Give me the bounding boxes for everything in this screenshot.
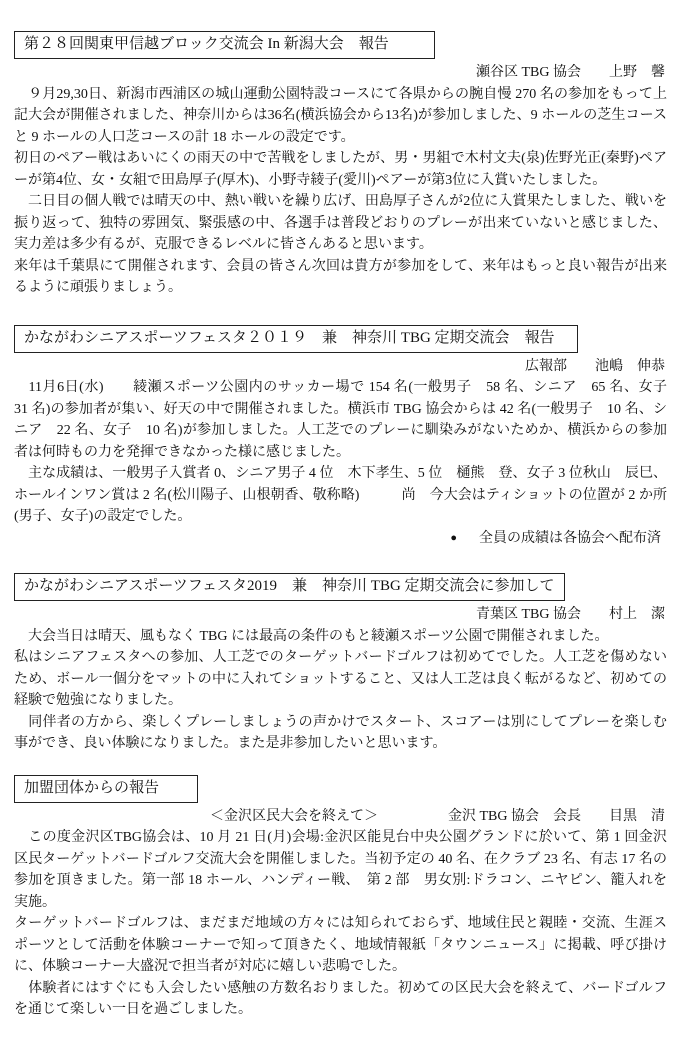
author-attribution: 青葉区 TBG 協会 村上 潔 [476, 607, 665, 622]
paragraph: 体験者にはすぐにも入会したい感触の方数名おりました。初めての区民大会を終えて、バードゴルフを通じて楽しい一日を過ごしました。 [14, 980, 667, 1017]
paragraph: 私はシニアフェスタへの参加、人工芝でのターゲットバードゴルフは初めてでした。人工芝を傷めないため、ボール一個分をマットの中に入れてショットすること、又は人工芝は良く転がるなど、初めての経験で勉強になりました。 [14, 650, 667, 708]
paragraph: ターゲットバードゴルフは、まだまだ地域の方々には知られておらず、地域住民と親睦・交流、生涯スポーツとして活動を体験コーナーで知って頂きたく、地域情報紙「タウンニュース」に掲載、呼び掛けに、体験コーナー大盛況で担当者が対応に嬉しい悲鳴でした。 [14, 916, 667, 974]
paragraph: 二日目の個人戦では晴天の中、熱い戦いを繰り広げ、田島厚子さんが2位に入賞果たしました、戦いを振り返って、独特の雰囲気、緊張感の中、各選手は普段どおりのプレーが出来ていないと感じました、実力差は多少有るが、克服できるレベルに皆さんあると思います。 [14, 194, 667, 252]
section-heading: かながわシニアスポーツフェスタ２０１９ 兼 神奈川 TBG 定期交流会 報告 [24, 329, 555, 346]
section-heading: 加盟団体からの報告 [24, 779, 160, 796]
bullet-note-text: 全員の成績は各協会へ配布済 [479, 530, 661, 546]
paragraph: 大会当日は晴天、風もなく TBG には最高の条件のもと綾瀬スポーツ公園で開催されました。 [14, 628, 609, 644]
section-niigata-report [14, 31, 667, 299]
paragraph: この度金沢区TBG協会は、10 月 21 日(月)会場:金沢区能見台中央公園グランドに於いて、第 1 回金沢区民ターゲットバードゴルフ交流大会を開催しました。当初予定の 40 名、在クラブ 23 名、有志 17 名の参加を頂きました。第一部 18 ホール、ハンディー戦、 第 2 部 男女別:ドラコン、ニヤピン、籠入れを実施。 [14, 830, 667, 910]
section-heading-box [14, 325, 578, 353]
section-heading-box [14, 31, 435, 59]
author-attribution: 広報部 池嶋 伸恭 [525, 358, 665, 374]
distribution-note [14, 528, 667, 550]
section-senior-festa-report [14, 325, 681, 550]
paragraph: ９月29,30日、新潟市西浦区の城山運動公園特設コースにて各県からの腕自慢 270 名の参加をもって上記大会が開催されました、神奈川からは36名(横浜協会から13名)が参加しました、9 ホールの芝生コースと 9 ホールの人口芝コースの計 18 ホールの設定です。 [14, 86, 667, 145]
bullet-icon: ● [450, 531, 457, 544]
section-festa-participation [14, 573, 667, 755]
author-attribution: 金沢 TBG 協会 会長 目黒 清 [448, 808, 665, 824]
section-member-org-report [14, 775, 667, 1021]
author-attribution: 瀬谷区 TBG 協会 上野 馨 [476, 65, 665, 80]
section-heading-box [14, 775, 198, 803]
section-heading: 第２８回関東甲信越ブロック交流会 In 新潟大会 報告 [24, 36, 389, 52]
paragraph: 11月6日(水) 綾瀬スポーツ公園内のサッカー場で 154 名(一般男子 58 名、シニア 65 名、女子 31 名)の参加者が集い、好天の中で開催されました。横浜市 TBG 協会からは 42 名(一般男子 10 名、シニア 22 名、女子 10 名)が参加しました。人工芝でのプレーに馴染みがないためか、横浜からの参加者は何時もの力を発揮できなかった様に感じました。 [14, 380, 681, 460]
paragraph: 来年は千葉県にて開催されます、会員の皆さん次回は貴方が参加をして、来年はもっと良い報告が出来るように頑張りましょう。 [14, 258, 667, 295]
paragraph: 同伴者の方から、楽しくプレーしましょうの声かけでスタート、スコアーは別にしてプレーを楽しむ事ができ、良い体験になりました。また是非参加したいと思います。 [14, 714, 667, 751]
section-heading: かながわシニアスポーツフェスタ2019 兼 神奈川 TBG 定期交流会に参加して [24, 578, 555, 594]
subheading-title: ＜金沢区民大会を終えて＞ [210, 808, 378, 824]
paragraph: 初日のペアー戦はあいにくの雨天の中で苦戦をしましたが、男・男組で木村文夫(泉)佐野光正(秦野)ペアーが第4位、女・女組で田島厚子(厚木)、小野寺綾子(愛川)ペアーが第3位に入賞いたしました。 [14, 151, 667, 188]
section-heading-box [14, 573, 565, 601]
paragraph: 主な成績は、一般男子入賞者 0、シニア男子 4 位 木下孝生、5 位 樋熊 登、女子 3 位秋山 辰巳、ホールインワン賞は 2 名(松川陽子、山根朝香、敬称略) 尚 今大会はティショットの位置が 2 か所(男子、女子)の設定でした。 [14, 466, 667, 524]
subheading-row [14, 806, 667, 828]
